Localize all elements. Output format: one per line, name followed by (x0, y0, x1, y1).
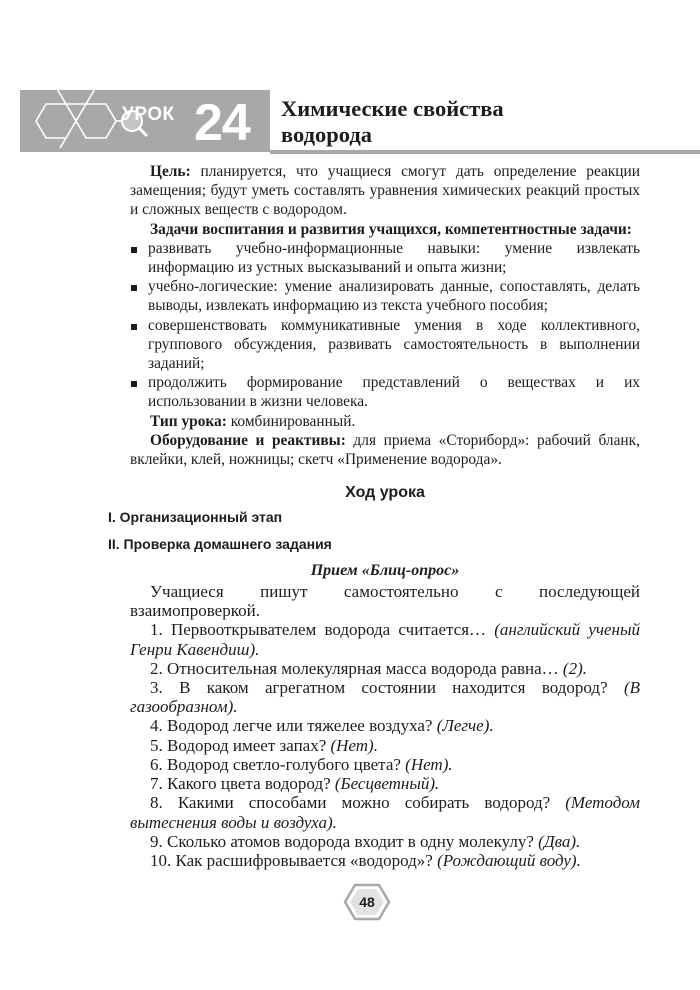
question-text: 1. Первооткрывателем водорода считается… (150, 620, 495, 640)
quiz-item (130, 678, 640, 716)
question-text: 9. Сколько атомов водорода входит в одну молекулу? (150, 831, 539, 851)
question-text: 7. Какого цвета водород? (150, 774, 335, 794)
title-line-2: водорода (281, 122, 372, 147)
question-text: 10. Как расшифровывается «водород»? (150, 850, 438, 870)
answer-text: (В газообразном). (130, 678, 640, 717)
quiz-intro: Учащиеся пишут самостоятельно с последующей взаимопроверкой. (130, 582, 640, 621)
section-heading-2: II. Проверка домашнего задания (108, 535, 332, 552)
lesson-number: 24 (194, 94, 250, 152)
question-text: 3. В каком агрегатном состоянии находится водород? (150, 678, 624, 698)
question-text: 4. Водород легче или тяжелее воздуха? (150, 716, 437, 736)
question-text: 5. Водород имеет запах? (150, 735, 331, 755)
list-item: совершенствовать коммуникативные умения в ходе коллективного, группового обсуждения, развивать самостоятельность в выполнении заданий; (130, 316, 640, 374)
equipment-label: Оборудование и реактивы: (150, 431, 346, 449)
goal-paragraph (130, 162, 640, 220)
answer-text: (Нет). (405, 754, 453, 774)
page-number-badge (342, 882, 392, 922)
lesson-word: УРОК (122, 104, 175, 125)
goal-label: Цель: (150, 163, 191, 180)
quiz-item (130, 832, 640, 851)
list-item: развивать учебно-информационные навыки: умение извлекать информацию из устных высказываний и опыта жизни; (130, 239, 640, 277)
header-rule (270, 150, 700, 154)
answer-text: (2). (562, 658, 587, 678)
quiz-item (130, 716, 640, 735)
equipment-paragraph (130, 431, 640, 469)
list-item: продолжить формирование представлений о веществах и их использовании в жизни человека. (130, 373, 640, 411)
lesson-title (281, 96, 504, 148)
question-text: 8. Какими способами можно собирать водород? (150, 793, 566, 813)
quiz-item (130, 774, 640, 793)
lesson-type-text: комбинированный. (226, 412, 356, 430)
quiz-item (130, 851, 640, 870)
quiz-item (130, 736, 640, 755)
tasks-list (130, 239, 640, 412)
answer-text: (Бесцветный). (334, 774, 440, 794)
answer-text: (Рождающий воду). (437, 850, 581, 870)
quiz-item (130, 793, 640, 831)
answer-text: (Нет). (330, 735, 378, 755)
answer-text: (Два). (538, 831, 581, 851)
equipment-text: для приема «Сториборд»: рабочий бланк, вклейки, клей, ножницы; скетч «Применение водорода». (130, 431, 640, 469)
quiz-item (130, 620, 640, 658)
quiz-block (130, 582, 640, 870)
quiz-item (130, 755, 640, 774)
lesson-type-label: Тип урока: (150, 412, 227, 430)
tasks-heading: Задачи воспитания и развития учащихся, компетентностные задачи: (150, 220, 632, 238)
title-line-1: Химические свойства (281, 96, 504, 121)
page-body (108, 162, 641, 870)
answer-text: (Методом вытеснения воды и воздуха). (130, 793, 640, 832)
answer-text: (Легче). (436, 716, 494, 736)
course-heading: Ход урока (345, 484, 425, 502)
list-item: учебно-логические: умение анализировать данные, сопоставлять, делать выводы, извлекать информацию из текста учебного пособия; (130, 277, 640, 315)
page-number: 48 (359, 894, 375, 910)
technique-heading: Прием «Блиц-опрос» (310, 561, 460, 579)
question-text: 6. Водород светло-голубого цвета? (150, 754, 406, 774)
lesson-type-paragraph (130, 412, 640, 431)
answer-text: (английский ученый Генри Кавендиш). (130, 620, 641, 659)
quiz-item (130, 659, 640, 678)
section-heading-1: I. Организационный этап (108, 509, 283, 526)
question-text: 2. Относительная молекулярная масса водорода равна… (150, 658, 563, 678)
goal-text: планируется, что учащиеся смогут дать определение реакции замещения; будут уметь составлять уравнения химических реакций простых и сложных веществ с водородом. (130, 163, 640, 219)
